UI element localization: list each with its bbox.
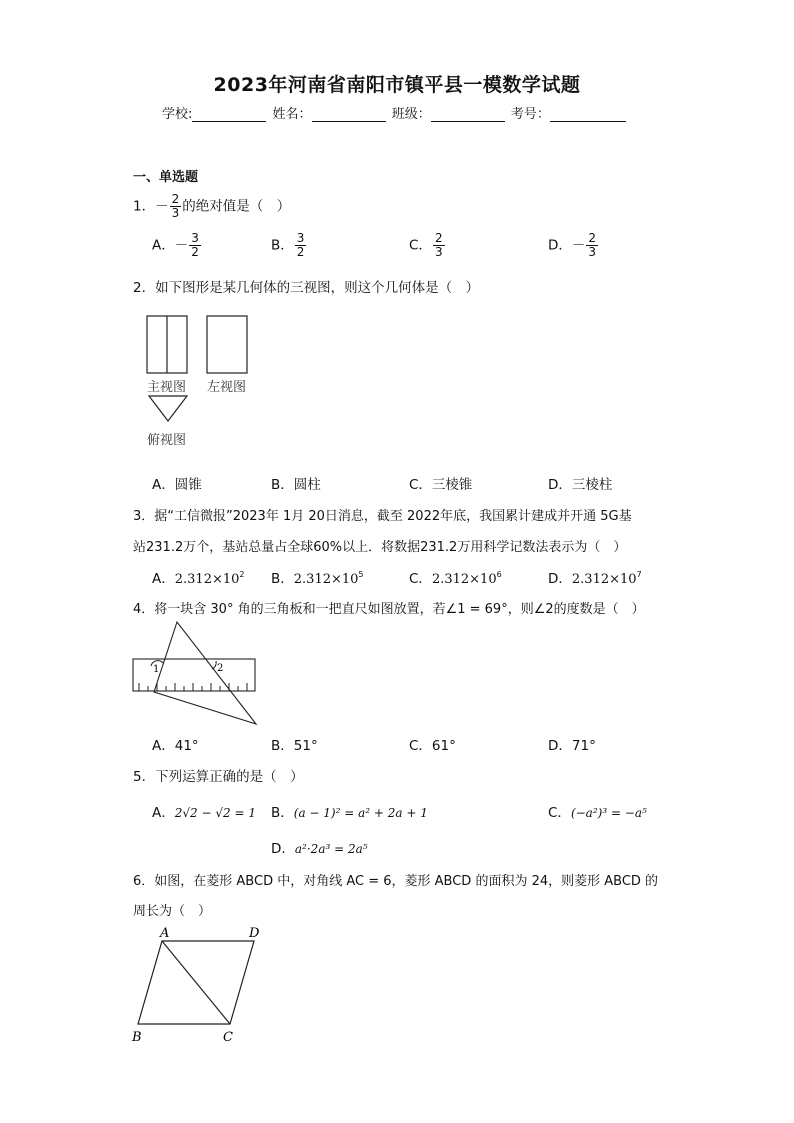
option-label: D．: [548, 237, 572, 254]
q1-option-b[interactable]: [271, 232, 307, 259]
option-label: B．: [271, 571, 294, 587]
question-2: 2．如下图形是某几何体的三视图，则这个几何体是（ ）: [133, 280, 480, 296]
number-field[interactable]: [550, 108, 626, 122]
option-expression: 2√2 − √2 = 1: [174, 806, 256, 820]
denominator: 2: [191, 245, 199, 259]
option-expression: a²·2a³ = 2a⁵: [294, 842, 368, 856]
numerator: 2: [171, 192, 180, 206]
school-field[interactable]: [192, 108, 266, 122]
q2-option-d[interactable]: D．三棱柱: [548, 477, 613, 493]
option-exponent: 5: [358, 570, 364, 579]
q1-option-d[interactable]: [548, 232, 599, 259]
angle-1-label: 1: [153, 664, 160, 675]
q5-option-a[interactable]: [152, 801, 256, 821]
option-label: A．: [152, 237, 175, 254]
q2-option-a[interactable]: A．圆锥: [152, 477, 202, 493]
student-info-line: [162, 103, 628, 122]
q4-option-c[interactable]: C．61°: [409, 738, 456, 754]
q3-option-d[interactable]: [548, 567, 642, 587]
q2-option-c[interactable]: C．三棱锥: [409, 477, 473, 493]
question-6-line-2: 周长为（ ）: [133, 904, 212, 919]
q2-option-b[interactable]: B．圆柱: [271, 477, 321, 493]
left-view-rect: [207, 316, 247, 373]
front-view-label: 主视图: [147, 380, 187, 395]
diagonal-ac: [162, 941, 230, 1024]
class-label: 班级：: [391, 107, 431, 122]
name-label: 姓名：: [272, 107, 312, 122]
q4-option-d[interactable]: D．71°: [548, 738, 596, 754]
vertex-c-label: C: [223, 1030, 233, 1045]
q5-option-c[interactable]: [548, 801, 647, 821]
q4-option-a[interactable]: A．41°: [152, 738, 199, 754]
denominator: 3: [588, 245, 597, 259]
option-base: 2.312×10: [431, 572, 497, 587]
top-view-label: 俯视图: [147, 433, 187, 448]
numerator: 3: [191, 231, 199, 245]
vertex-d-label: D: [249, 926, 260, 941]
option-label: A．: [152, 805, 175, 821]
rhombus-figure: [128, 920, 268, 1050]
ruler-triangle-figure: [130, 618, 262, 728]
question-1: [133, 193, 290, 220]
fraction: [433, 232, 445, 259]
section-heading: 一、单选题: [133, 170, 199, 185]
option-label: D．: [271, 841, 295, 857]
three-view-figure: [140, 310, 260, 422]
question-number: 1．: [133, 198, 156, 215]
number-label: 考号：: [510, 107, 550, 122]
angle-2-label: 2: [217, 663, 224, 674]
set-square-triangle: [154, 622, 256, 724]
school-label: 学校:: [162, 107, 193, 122]
minus-sign: －: [155, 198, 169, 215]
ruler: [133, 659, 255, 691]
question-text: 的绝对值是（ ）: [182, 198, 291, 215]
fraction: [189, 232, 201, 259]
numerator: 2: [434, 231, 443, 245]
page-title: 2023年河南省南阳市镇平县一模数学试题: [213, 74, 581, 96]
left-view-label: 左视图: [207, 380, 247, 395]
option-exponent: 2: [239, 570, 245, 579]
denominator: 3: [171, 206, 180, 220]
fraction: [170, 193, 182, 220]
option-label: A．: [152, 571, 175, 587]
minus-sign: －: [571, 237, 586, 254]
option-expression: (a − 1)² = a² + 2a + 1: [293, 806, 428, 820]
option-exponent: 7: [636, 570, 642, 579]
denominator: 3: [434, 245, 443, 259]
question-4: 4．将一块含 30° 角的三角板和一把直尺如图放置，若∠1 = 69°，则∠2的度数是（ ）: [133, 602, 645, 617]
option-label: C．: [409, 237, 432, 254]
name-field[interactable]: [312, 108, 386, 122]
vertex-a-label: A: [160, 926, 170, 941]
question-6-line-1: 6．如图，在菱形 ABCD 中，对角线 AC = 6，菱形 ABCD 的面积为 24，则菱形 ABCD 的: [133, 874, 659, 889]
option-label: C．: [409, 571, 432, 587]
class-field[interactable]: [431, 108, 505, 122]
fraction: [586, 232, 598, 259]
fraction: [295, 232, 307, 259]
denominator: 2: [296, 245, 305, 259]
q4-option-b[interactable]: B．51°: [271, 738, 318, 754]
option-exponent: 6: [496, 570, 502, 579]
q5-option-b[interactable]: [271, 801, 428, 821]
option-base: 2.312×10: [571, 572, 637, 587]
minus-sign: －: [174, 237, 189, 254]
option-base: 2.312×10: [293, 572, 359, 587]
q1-option-c[interactable]: [409, 232, 446, 259]
question-3-line-2: 站231.2万个，基站总量占全球60%以上．将数据231.2万用科学记数法表示为（ ）: [133, 540, 627, 555]
numerator: 2: [588, 231, 597, 245]
question-5: 5．下列运算正确的是（ ）: [133, 769, 304, 785]
q3-option-b[interactable]: [271, 567, 364, 587]
q1-option-a[interactable]: [152, 232, 202, 259]
option-label: B．: [271, 805, 294, 821]
option-label: D．: [548, 571, 572, 587]
question-3-line-1: 3．据“工信微报”2023年 1月 20日消息，截至 2022年底，我国累计建成并开通 5G基: [133, 509, 632, 524]
option-label: B．: [271, 237, 294, 254]
option-base: 2.312×10: [174, 572, 240, 587]
top-view-triangle: [149, 396, 187, 421]
option-expression: (−a²)³ = −a⁵: [570, 806, 647, 820]
q3-option-a[interactable]: [152, 567, 245, 587]
numerator: 3: [296, 231, 305, 245]
vertex-b-label: B: [132, 1030, 142, 1045]
q3-option-c[interactable]: [409, 567, 502, 587]
option-label: C．: [548, 805, 571, 821]
q5-option-d[interactable]: [271, 837, 368, 857]
